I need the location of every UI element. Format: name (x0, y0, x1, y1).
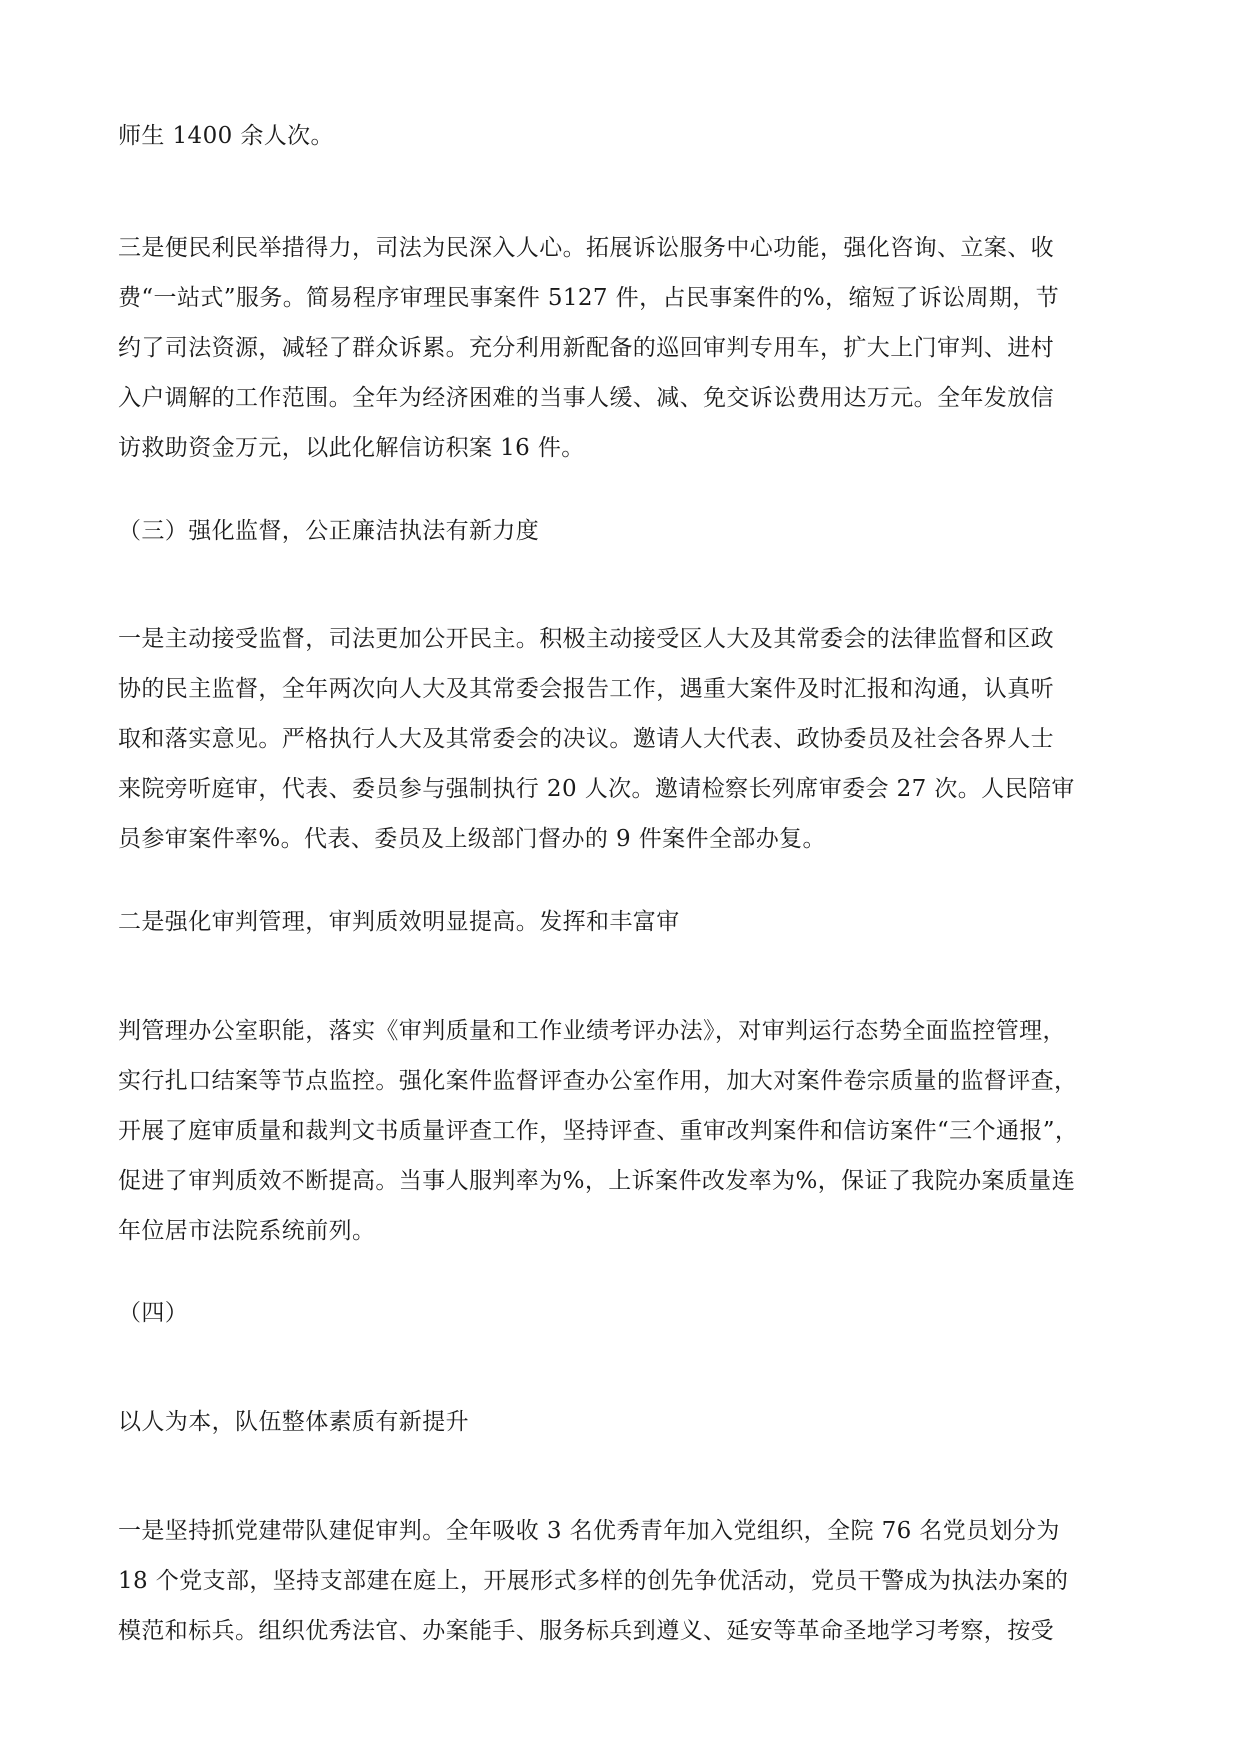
paragraph-accept-supervision (118, 614, 1128, 864)
text-line: 访救助资金万元，以此化解信访积案 16 件。 (118, 435, 585, 461)
text-line: 约了司法资源，减轻了群众诉累。充分利用新配备的巡回审判专用车，扩大上门审判、进村 (118, 335, 1054, 361)
text-line: 入户调解的工作范围。全年为经济困难的当事人缓、减、免交诉讼费用达万元。全年发放信 (118, 385, 1054, 411)
paragraph-trial-management (118, 1006, 1128, 1256)
text-line: 年位居市法院系统前列。 (118, 1218, 376, 1244)
paragraph-convenience-measures (118, 223, 1128, 473)
text-line: 实行扎口结案等节点监控。强化案件监督评查办公室作用，加大对案件卷宗质量的监督评查， (118, 1068, 1078, 1094)
text-line: 三是便民利民举措得力，司法为民深入人心。拓展诉讼服务中心功能，强化咨询、立案、收 (118, 235, 1054, 261)
text-line: 以人为本，队伍整体素质有新提升 (118, 1409, 469, 1435)
text-line: 一是主动接受监督，司法更加公开民主。积极主动接受区人大及其常委会的法律监督和区政 (118, 626, 1054, 652)
text-line: 员参审案件率%。代表、委员及上级部门督办的 9 件案件全部办复。 (118, 826, 826, 852)
text-line: 18 个党支部，坚持支部建在庭上，开展形式多样的创先争优活动，党员干警成为执法办案的 (118, 1568, 1069, 1594)
text-line: 协的民主监督，全年两次向人大及其常委会报告工作，遇重大案件及时汇报和沟通，认真听 (118, 676, 1054, 702)
text-line: （三）强化监督，公正廉洁执法有新力度 (118, 518, 540, 544)
text-line: 开展了庭审质量和裁判文书质量评查工作，坚持评查、重审改判案件和信访案件“三个通报”， (118, 1118, 1079, 1144)
text-line: 模范和标兵。组织优秀法官、办案能手、服务标兵到遵义、延安等革命圣地学习考察，按受 (118, 1618, 1054, 1644)
text-line: 判管理办公室职能，落实《审判质量和工作业绩考评办法》，对审判运行态势全面监控管理， (118, 1018, 1066, 1044)
text-line: 取和落实意见。严格执行人大及其常委会的决议。邀请人大代表、政协委员及社会各界人士 (118, 726, 1054, 752)
text-line: 费“一站式”服务。简易程序审理民事案件 5127 件，占民事案件的%，缩短了诉讼周期，节 (118, 285, 1060, 311)
section-heading-3 (118, 506, 1128, 556)
text-line: 促进了审判质效不断提高。当事人服判率为%，上诉案件改发率为%，保证了我院办案质量连 (118, 1168, 1076, 1194)
text-line: 一是坚持抓党建带队建促审判。全年吸收 3 名优秀青年加入党组织，全院 76 名党员划分为 (118, 1518, 1060, 1544)
section-heading-4-number (118, 1288, 1128, 1338)
text-line: 来院旁听庭审，代表、委员参与强制执行 20 人次。邀请检察长列席审委会 27 次。人民陪审 (118, 776, 1075, 802)
paragraph-continuation (118, 111, 1128, 161)
paragraph-trial-management-heading (118, 897, 1128, 947)
section-heading-4-title (118, 1397, 1128, 1447)
text-line: （四） (118, 1300, 189, 1326)
text-line: 师生 1400 余人次。 (118, 123, 334, 149)
text-line: 二是强化审判管理，审判质效明显提高。发挥和丰富审 (118, 909, 680, 935)
paragraph-party-building (118, 1506, 1128, 1656)
